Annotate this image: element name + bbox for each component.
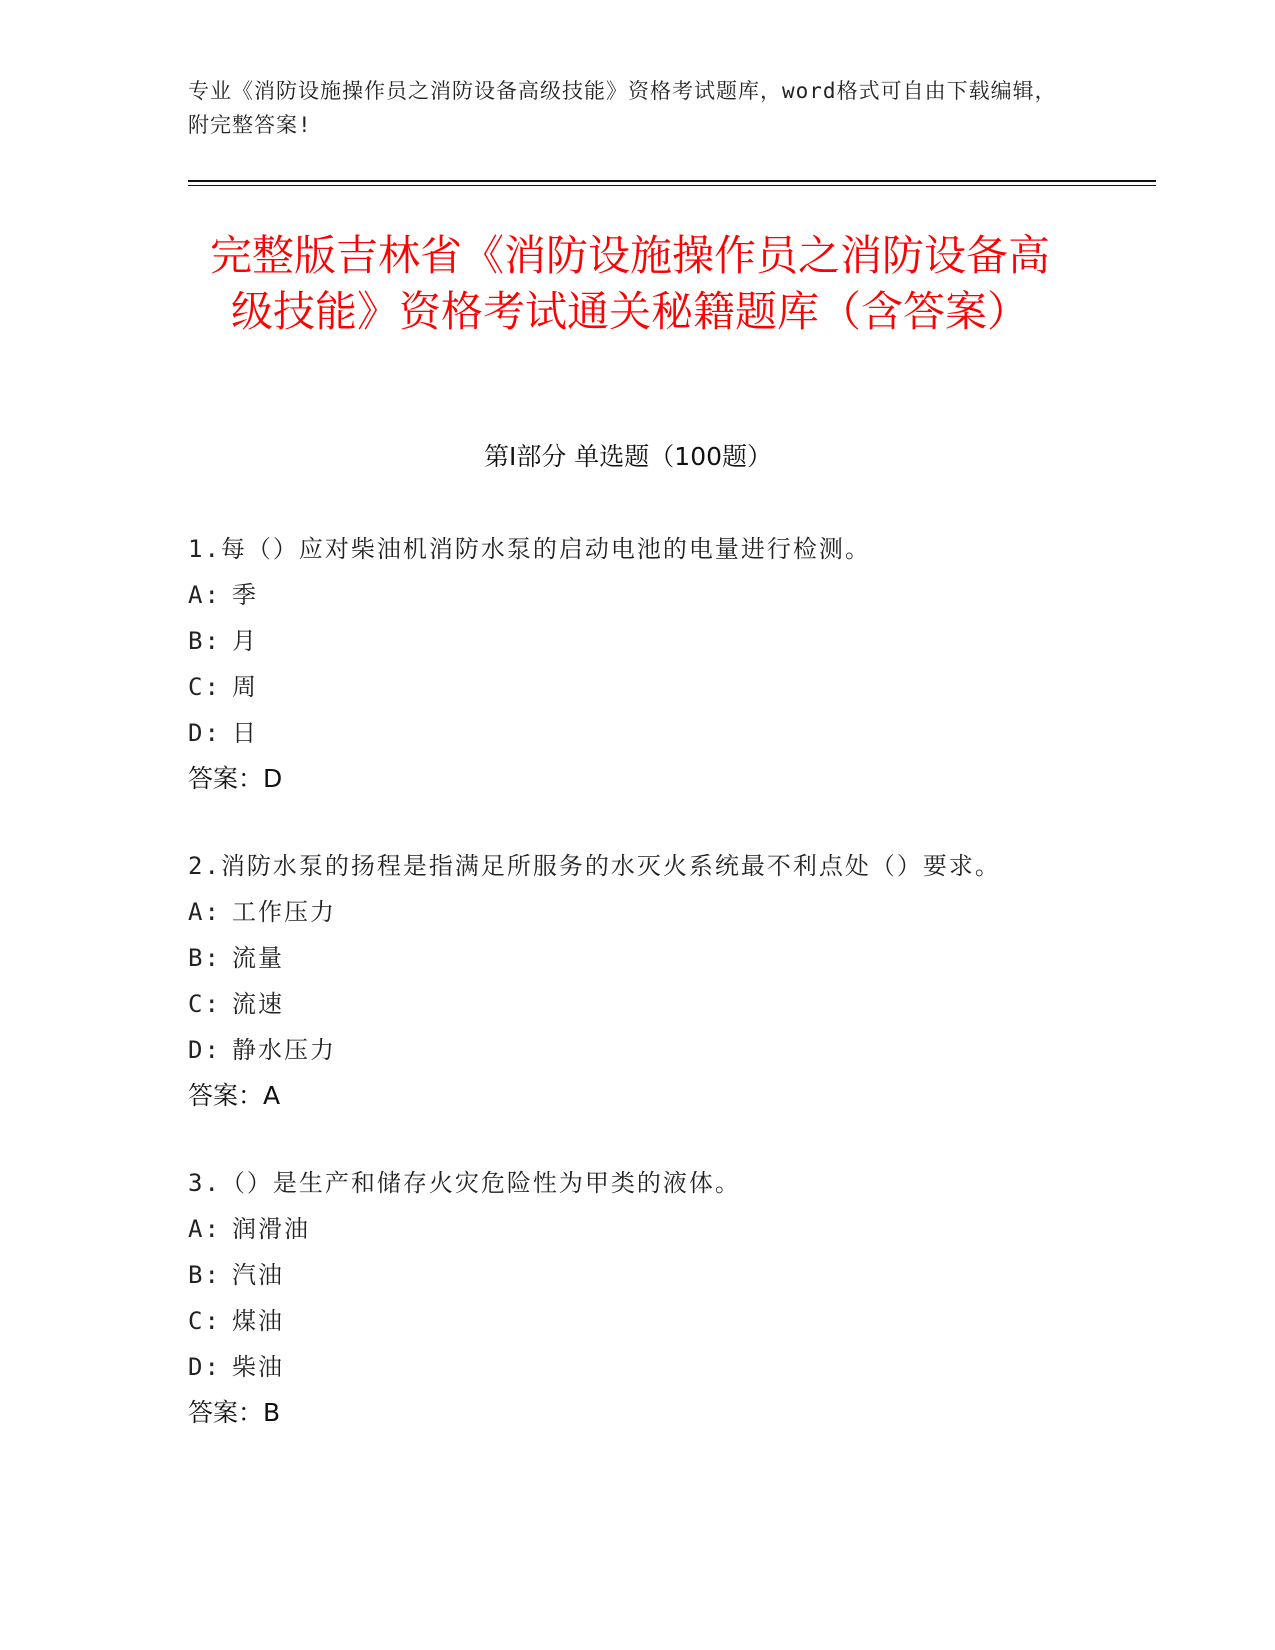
answer-value: A [263, 1081, 281, 1110]
option-text: 月 [232, 627, 258, 655]
option-letter: C: [188, 990, 221, 1018]
option-letter: B: [188, 627, 221, 655]
option-text: 周 [232, 673, 258, 701]
question-option-a [188, 572, 1068, 618]
question-option-a [188, 1206, 1068, 1252]
question-list [188, 526, 1068, 1477]
question-answer [188, 1073, 1068, 1119]
header-divider-thick [188, 180, 1156, 182]
option-text: 工作压力 [232, 898, 336, 926]
option-letter: A: [188, 898, 221, 926]
option-text: 季 [232, 581, 258, 609]
option-letter: C: [188, 1307, 221, 1335]
question-option-b [188, 618, 1068, 664]
question-option-c [188, 664, 1068, 710]
question-stem: 3.（）是生产和储存火灾危险性为甲类的液体。 [188, 1169, 741, 1197]
option-text: 润滑油 [232, 1215, 310, 1243]
section-heading: 第Ⅰ部分 单选题（100题） [483, 442, 773, 471]
answer-value: D [263, 764, 283, 793]
option-letter: A: [188, 1215, 221, 1243]
option-text: 流量 [232, 944, 284, 972]
question-item [188, 843, 1068, 1119]
option-letter: D: [188, 719, 221, 747]
question-option-b [188, 935, 1068, 981]
option-text: 柴油 [232, 1353, 284, 1381]
option-letter: D: [188, 1353, 221, 1381]
question-stem: 1.每（）应对柴油机消防水泵的启动电池的电量进行检测。 [188, 535, 871, 563]
answer-prefix: 答案： [188, 764, 264, 793]
option-text: 流速 [232, 990, 284, 1018]
header-note: 专业《消防设施操作员之消防设备高级技能》资格考试题库，word格式可自由下载编辑，附完整答案! [188, 79, 1057, 137]
option-letter: D: [188, 1036, 221, 1064]
document-title: 完整版吉林省《消防设施操作员之消防设备高级技能》资格考试通关秘籍题库（含答案） [209, 231, 1050, 336]
option-text: 静水压力 [232, 1036, 336, 1064]
question-item [188, 1160, 1068, 1436]
option-text: 汽油 [232, 1261, 284, 1289]
option-letter: C: [188, 673, 221, 701]
question-option-d [188, 1027, 1068, 1073]
answer-value: B [263, 1398, 281, 1427]
answer-prefix: 答案： [188, 1081, 264, 1110]
question-option-c [188, 1298, 1068, 1344]
question-option-c [188, 981, 1068, 1027]
option-text: 日 [232, 719, 258, 747]
question-option-d [188, 1344, 1068, 1390]
option-letter: B: [188, 944, 221, 972]
option-text: 煤油 [232, 1307, 284, 1335]
question-answer [188, 1390, 1068, 1436]
answer-prefix: 答案： [188, 1398, 264, 1427]
question-answer [188, 756, 1068, 802]
header-divider-thin [188, 185, 1156, 186]
option-letter: A: [188, 581, 221, 609]
question-stem: 2.消防水泵的扬程是指满足所服务的水灭火系统最不利点处（）要求。 [188, 852, 1001, 880]
question-option-a [188, 889, 1068, 935]
option-letter: B: [188, 1261, 221, 1289]
question-item [188, 526, 1068, 802]
question-option-d [188, 710, 1068, 756]
question-option-b [188, 1252, 1068, 1298]
